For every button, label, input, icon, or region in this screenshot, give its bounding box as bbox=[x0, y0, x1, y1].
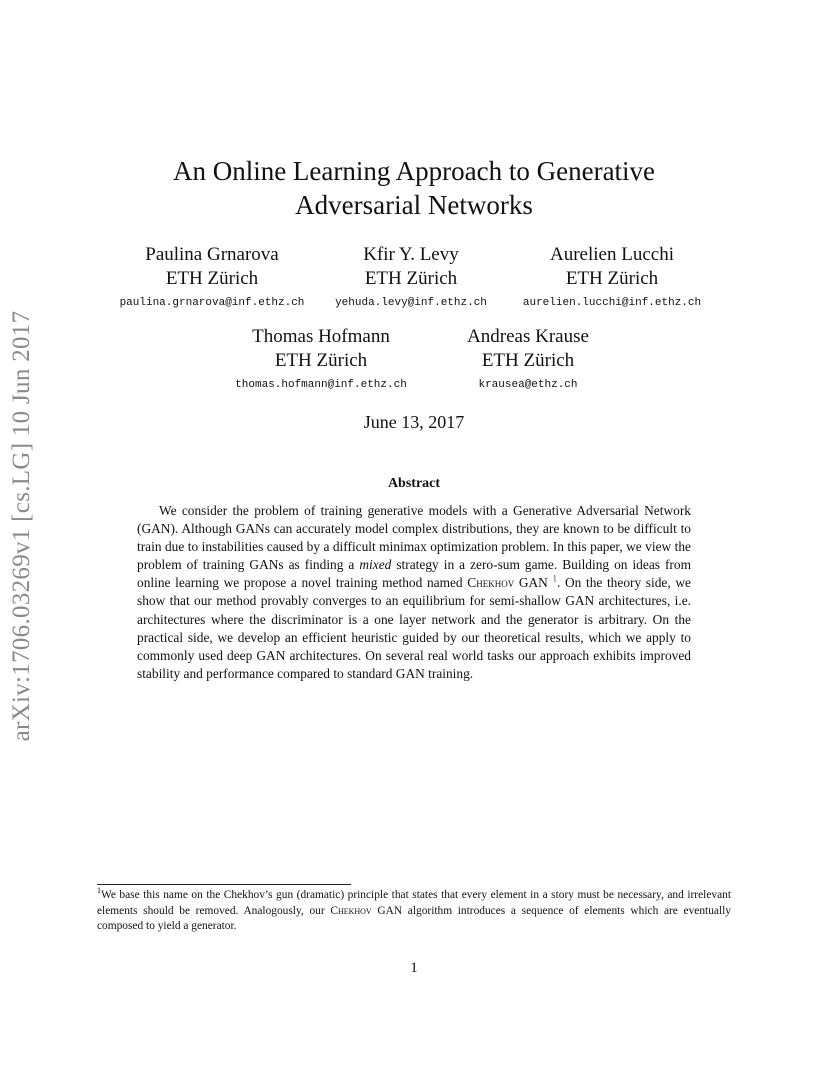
author-name: Andreas Krause bbox=[467, 326, 589, 347]
title-line-2: Adversarial Networks bbox=[295, 190, 533, 220]
page-number: 1 bbox=[410, 960, 418, 976]
author-name: Thomas Hofmann bbox=[252, 326, 390, 347]
method-name: Chekhov GAN bbox=[467, 575, 548, 591]
title-line-1: An Online Learning Approach to Generative bbox=[172, 156, 656, 186]
abstract-heading: Abstract bbox=[387, 476, 441, 491]
footnote-text-part-2: algorithm introduces a sequence of elements which are eventually composed to yield a generator. bbox=[97, 904, 731, 933]
abstract-emphasis: mixed bbox=[359, 557, 392, 573]
author-email[interactable]: aurelien.lucchi@inf.ethz.ch bbox=[522, 297, 702, 309]
abstract-text-part-1: We consider the problem of training generative models with a Generative Adversarial Network (GAN). Although GANs can accurately model complex distributions, they are known to be difficult to train due to instabilities caused by a difficult minimax optimization problem. In this paper, we view the problem of training GANs as finding a bbox=[137, 503, 691, 573]
author-affiliation: ETH Zürich bbox=[274, 350, 368, 371]
author-affiliation: ETH Zürich bbox=[364, 268, 458, 289]
author-block-2 bbox=[296, 243, 526, 309]
footnote-reference-link[interactable]: 1 bbox=[552, 573, 557, 584]
author-email[interactable]: krausea@ethz.ch bbox=[478, 379, 578, 391]
author-name: Aurelien Lucchi bbox=[550, 244, 674, 265]
author-affiliation: ETH Zürich bbox=[565, 268, 659, 289]
author-name: Paulina Grnarova bbox=[145, 244, 279, 265]
author-email[interactable]: yehuda.levy@inf.ethz.ch bbox=[335, 297, 487, 309]
abstract-body bbox=[137, 502, 691, 683]
footnote-text-part-1: We base this name on the Chekhov’s gun (dramatic) principle that states that every element in a story must be necessary, and irrelevant elements should be removed. Analogously, our bbox=[97, 889, 731, 917]
footnote-divider bbox=[97, 884, 351, 885]
footnote-method-name: Chekhov GAN bbox=[330, 904, 403, 917]
author-affiliation: ETH Zürich bbox=[165, 268, 259, 289]
publication-date: June 13, 2017 bbox=[363, 412, 465, 432]
author-affiliation: ETH Zürich bbox=[481, 350, 575, 371]
author-block-4 bbox=[206, 325, 436, 391]
arxiv-identifier-text: arXiv:1706.03269v1 [cs.LG] 10 Jun 2017 bbox=[8, 310, 35, 742]
abstract-text-part-2: strategy in a zero-sum game. Building on ideas from online learning we propose a novel training method named bbox=[137, 557, 691, 591]
author-block-3 bbox=[497, 243, 727, 309]
paper-title bbox=[120, 154, 708, 222]
author-block-1 bbox=[97, 243, 327, 309]
author-block-5 bbox=[413, 325, 643, 391]
footnote-mark: 1 bbox=[97, 886, 101, 896]
footnote bbox=[97, 888, 731, 935]
author-email[interactable]: thomas.hofmann@inf.ethz.ch bbox=[235, 379, 407, 391]
abstract-text-part-3: . On the theory side, we show that our method provably converges to an equilibrium for semi-shallow GAN architectures, i.e. architectures where the discriminator is a one layer network and the generator is arbitrary. On the practical side, we develop an efficient heuristic guided by our theoretical results, which we apply to commonly used deep GAN architectures. On several real world tasks our approach exhibits improved stability and performance compared to standard GAN training. bbox=[137, 575, 691, 681]
author-name: Kfir Y. Levy bbox=[363, 244, 459, 265]
author-email[interactable]: paulina.grnarova@inf.ethz.ch bbox=[119, 297, 305, 309]
